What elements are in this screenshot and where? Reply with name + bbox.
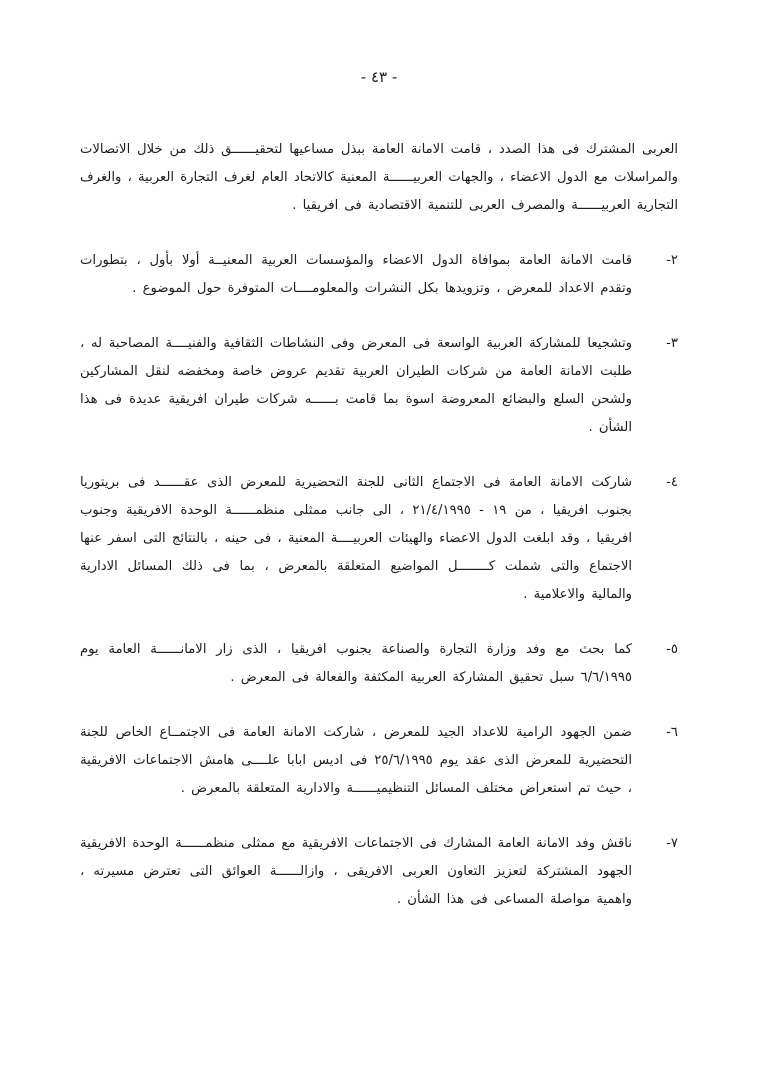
- paragraph-marker: ٢-: [666, 253, 678, 268]
- paragraph-text: قامت الامانة العامة بموافاة الدول الاعضاء والمؤسسات العربية المعنيــة أولا بأول ، بتطورات وتقدم الاعداد للمعرض ، وتزويدها بكل النشرات والمعلومــــات المتوفرة حول الموضوع .: [80, 253, 632, 296]
- paragraph-marker: ٧-: [666, 836, 678, 851]
- paragraph-text: كما بحث مع وفد وزارة التجارة والصناعة بجنوب افريقيا ، الذى زار الامانــــــة العامة يوم ٦/٦/١٩٩٥ سبل تحقيق المشاركة العربية المكثفة والفعالة فى المعرض .: [80, 642, 632, 685]
- paragraph-marker: ٥-: [666, 642, 678, 657]
- paragraph-text: وتشجيعا للمشاركة العربية الواسعة فى المعرض وفى النشاطات الثقافية والفنيــــة المصاحبة له ، طلبت الامانة العامة من شركات الطيران العربية تقديم عروض خاصة ومخفضه لنقل المشاركين ولشحن السلع والبضائع المعروضة اسوة بما قامت بــــــه شركات طيران افريقية عديدة فى هذا الشأن .: [80, 336, 632, 435]
- paragraph: [80, 636, 678, 692]
- paragraph-text: شاركت الامانة العامة فى الاجتماع الثانى للجنة التحضيرية للمعرض الذى عقــــــد فى بريتوريا بجنوب افريقيا ، من ١٩ - ٢١/٤/١٩٩٥ ، الى جانب ممثلى منظمــــــة الوحدة الافريقية وجنوب افريقيا ، وقد ابلغت الدول الاعضاء والهيئات العربيــــة المعنية ، فى حينه ، بالنتائج التى اسفر عنها الاجتماع والتى شملت كــــــــل المواضيع المتعلقة بالمعرض ، بما فى ذلك المسائل الادارية والمالية والاعلامية .: [80, 475, 632, 602]
- document-body: [80, 136, 678, 941]
- paragraph-text: العربى المشترك فى هذا الصدد ، قامت الامانة العامة ببذل مساعيها لتحقيــــــق ذلك من خلال الاتصالات والمراسلات مع الدول الاعضاء ، والجهات العربيــــــة المعنية كالاتحاد العام لغرف التجارة العربية ، والغرف التجارية العربيــــــة والمصرف العربى للتنمية الاقتصادية فى افريقيا .: [80, 142, 678, 213]
- page-number: - ٤٣ -: [360, 68, 398, 86]
- paragraph-marker: ٤-: [666, 475, 678, 490]
- paragraph-marker: ٣-: [666, 336, 678, 351]
- paragraph: [80, 830, 678, 914]
- paragraph: [80, 136, 678, 220]
- paragraph: [80, 469, 678, 609]
- paragraph: [80, 330, 678, 442]
- paragraph-text: ضمن الجهود الرامية للاعداد الجيد للمعرض ، شاركت الامانة العامة فى الاجتمــاع الخاص للجنة التحضيرية للمعرض الذى عقد يوم ٢٥/٦/١٩٩٥ فى اديس ابابا علــــى هامش الاجتماعات الافريقية ، حيث تم استعراض مختلف المسائل التنظيميــــــة والادارية المتعلقة بالمعرض .: [80, 725, 632, 796]
- paragraph-marker: ٦-: [666, 725, 678, 740]
- paragraph: [80, 719, 678, 803]
- paragraph: [80, 247, 678, 303]
- paragraph-text: ناقش وفد الامانة العامة المشارك فى الاجتماعات الافريقية مع ممثلى منظمــــــة الوحدة الافريقية الجهود المشتركة لتعزيز التعاون العربى الافريقى ، وازالــــــة العوائق التى تعترض مسيرته ، واهمية مواصلة المساعى فى هذا الشأن .: [80, 836, 632, 907]
